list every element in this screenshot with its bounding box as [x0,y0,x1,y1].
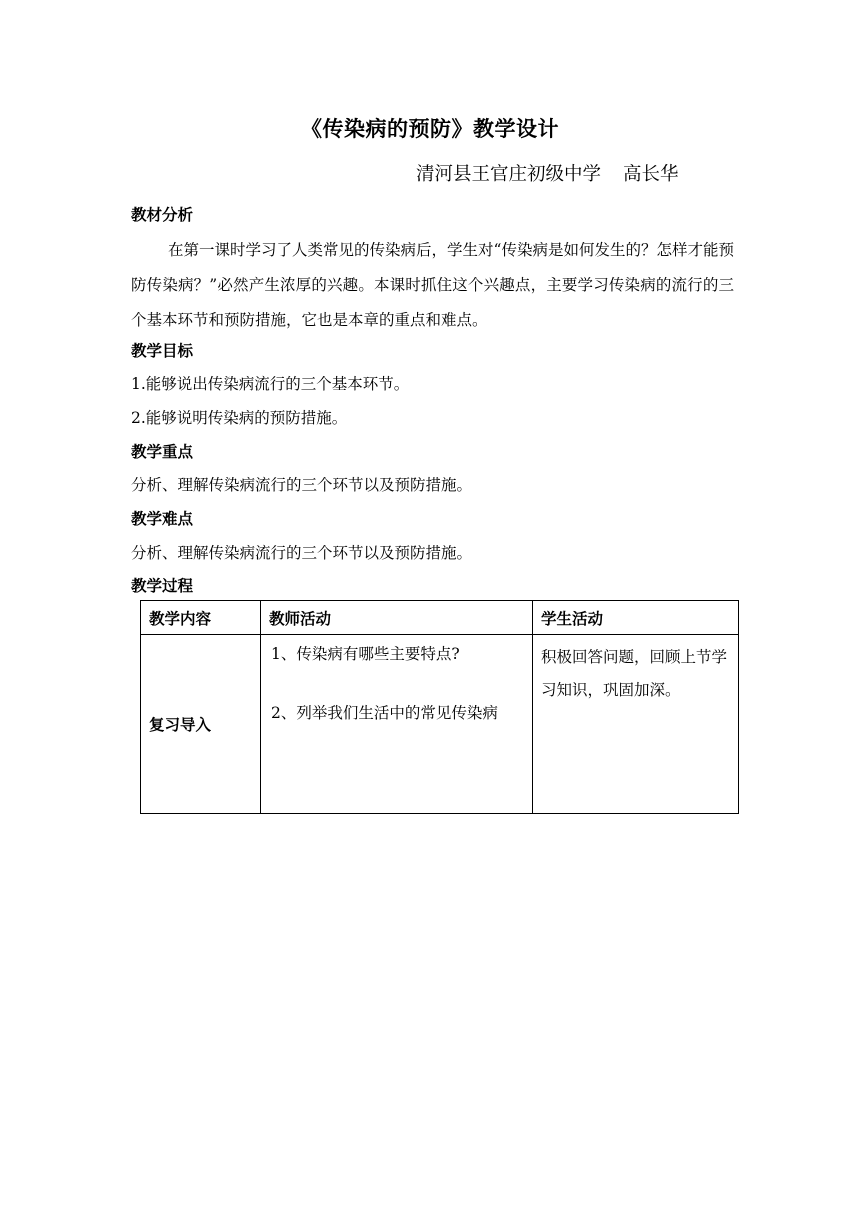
table-header-student: 学生活动 [533,601,739,635]
heading-key-points: 教学重点 [131,443,194,461]
table-row [141,635,739,814]
objective-item-2: 2.能够说明传染病的预防措施。 [131,409,348,427]
difficulties-text: 分析、理解传染病流行的三个环节以及预防措施。 [131,544,473,562]
stage-cell: 复习导入 [141,635,261,814]
table-header-teacher: 教师活动 [261,601,533,635]
student-activity-cell: 积极回答问题，回顾上节学习知识，巩固加深。 [533,635,739,814]
heading-process: 教学过程 [131,577,194,595]
author-line [416,160,679,186]
heading-objectives: 教学目标 [131,342,194,360]
author-name: 高长华 [623,164,679,185]
author-school: 清河县王官庄初级中学 [416,164,602,185]
heading-difficulties: 教学难点 [131,510,194,528]
teacher-activity-cell [261,635,533,814]
teacher-question-2: 2、列举我们生活中的常见传染病 [271,704,498,722]
key-points-text: 分析、理解传染病流行的三个环节以及预防措施。 [131,476,473,494]
table-header-row [141,601,739,635]
teacher-question-1: 1、传染病有哪些主要特点? [271,645,460,663]
objective-item-1: 1.能够说出传染病流行的三个基本环节。 [131,375,410,393]
heading-analysis: 教材分析 [131,206,194,224]
table-header-content: 教学内容 [141,601,261,635]
process-table [140,600,739,814]
document-title: 《传染病的预防》教学设计 [301,117,559,141]
analysis-paragraph: 在第一课时学习了人类常见的传染病后，学生对“传染病是如何发生的？怎样才能预防传染病？”必然产生浓厚的兴趣。本课时抓住这个兴趣点，主要学习传染病的流行的三个基本环节和预防措施，它也是本章的重点和难点。 [131,241,734,329]
